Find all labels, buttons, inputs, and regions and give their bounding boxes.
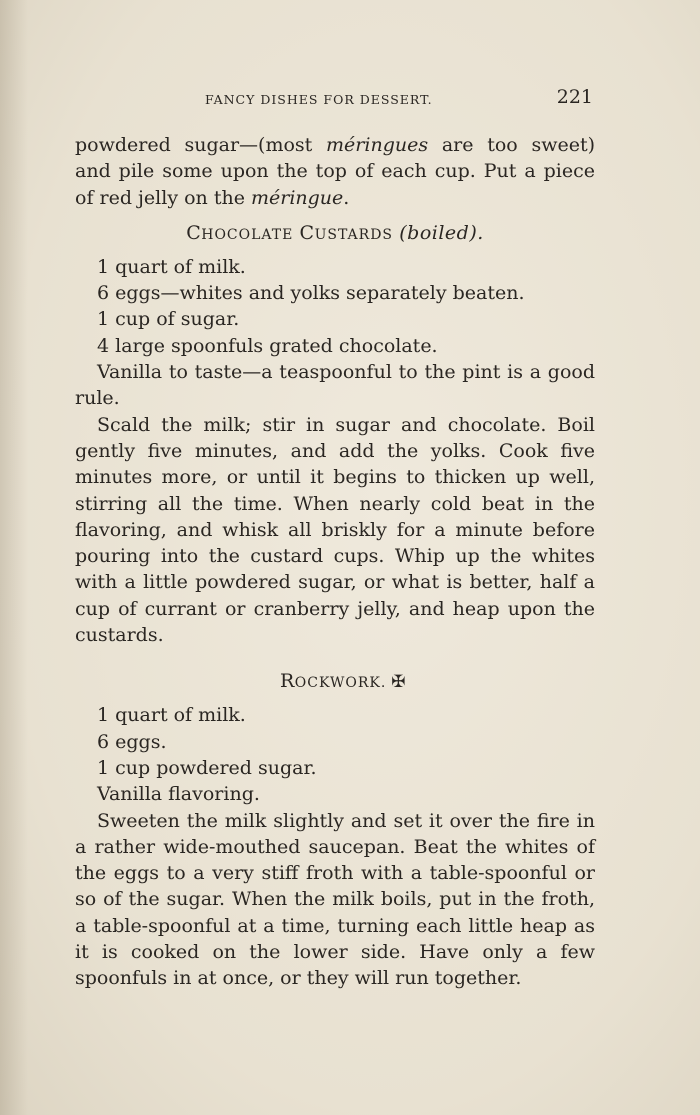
ingredient-item: 6 eggs. xyxy=(97,730,167,753)
ingredient-item: 1 cup powdered sugar. xyxy=(97,756,317,779)
text-block xyxy=(75,84,595,992)
intro-text: powdered sugar—(most xyxy=(75,134,327,156)
ingredient-item: 1 cup of sugar. xyxy=(97,308,240,331)
cross-ornament-icon: ✠ xyxy=(391,672,407,693)
gutter-shadow xyxy=(0,0,28,1115)
running-head xyxy=(75,84,595,114)
running-title: FANCY DISHES FOR DESSERT. xyxy=(205,92,433,107)
ingredient-item: 6 eggs—whites and yolks separately beaten. xyxy=(97,282,525,305)
ingredient-item: 1 quart of milk. xyxy=(97,255,246,278)
ingredient-list-rockwork xyxy=(75,702,595,807)
page-number: 221 xyxy=(556,86,593,108)
recipe-title-note: (boiled). xyxy=(399,221,484,244)
intro-paragraph xyxy=(75,132,595,211)
ingredient-item: 4 large spoonfuls grated chocolate. xyxy=(97,334,438,357)
ingredient-item: Vanilla flavoring. xyxy=(97,783,260,806)
intro-italic-term: méringues xyxy=(326,134,429,156)
directions-rockwork: Sweeten the milk slightly and set it over the fire in a rather wide-mouthed saucepan. Beat the whites of the eggs to a very stiff froth with a table-spoonful or so of the sugar. When the milk boils, put in the froth, a table-spoonful at a time, turning each little heap as it is cooked on the lower side. Have only a few spoonfuls in at once, or they will run together. xyxy=(75,809,595,990)
intro-text: . xyxy=(343,186,350,209)
recipe-title-rockwork: ROCKWORK. ✠ xyxy=(279,670,407,693)
recipe-title-chocolate-custards: CHOCOLATE CUSTARDS (boiled). xyxy=(186,221,484,244)
ingredient-item: 1 quart of milk. xyxy=(97,704,246,727)
ingredient-list-chocolate-custards xyxy=(75,254,595,412)
ingredient-item: Vanilla to taste—a teaspoonful to the pint is a good rule. xyxy=(75,361,595,410)
directions-chocolate-custards: Scald the milk; stir in sugar and chocolate. Boil gently five minutes, and add the yolks. Cook five minutes more, or until it begins to thicken up well, stirring all the time. When nearly cold beat in the flavoring, and whisk all briskly for a minute before pouring into the custard cups. Whip up the whites with a little powdered sugar, or what is better, half a cup of currant or cranberry jelly, and heap upon the custards. xyxy=(75,413,595,647)
intro-text: are too sweet) and pile some upon the top of each cup. Put a piece of red jelly on the xyxy=(75,134,595,209)
intro-italic-term: méringue xyxy=(250,186,344,209)
